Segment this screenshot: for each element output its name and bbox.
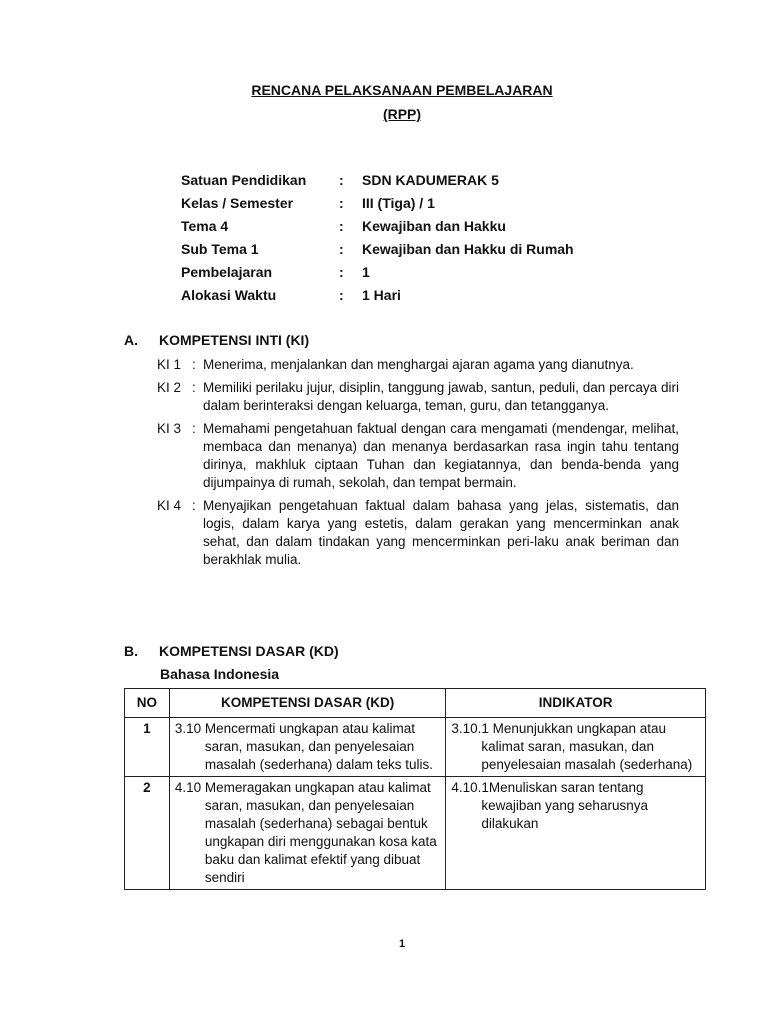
ki-code: KI 4 xyxy=(157,498,182,513)
column-header-indikator: INDIKATOR xyxy=(446,689,706,718)
ki-code: KI 1 xyxy=(157,357,182,372)
row-number: 2 xyxy=(125,777,170,890)
meta-colon: : xyxy=(339,218,344,234)
document-subtitle: (RPP) xyxy=(382,106,422,122)
meta-label: Sub Tema 1 xyxy=(181,241,259,257)
section-letter: A. xyxy=(124,332,138,348)
page-number: 1 xyxy=(398,938,406,950)
table-header-row xyxy=(125,689,706,718)
table-row xyxy=(125,777,706,890)
kd-table xyxy=(124,688,706,890)
indikator-cell xyxy=(446,718,706,777)
meta-value: 1 Hari xyxy=(362,287,401,303)
ki-list xyxy=(157,356,679,574)
meta-label: Satuan Pendidikan xyxy=(181,172,307,188)
section-title: KOMPETENSI DASAR (KD) xyxy=(159,643,339,659)
kd-cell xyxy=(169,777,446,890)
subject-name: Bahasa Indonesia xyxy=(160,666,280,682)
meta-colon: : xyxy=(339,195,344,211)
meta-value: 1 xyxy=(362,264,370,280)
kd-text: 4.10 Memeragakan ungkapan atau kalimat saran, masukan, dan penyelesaian masalah (sederhana) sebagai bentuk ungkapan diri menggunakan kosa kata baku dan kalimat efektif yang dibuat sendiri xyxy=(174,780,437,885)
meta-label: Pembelajaran xyxy=(181,264,273,280)
column-header-no: NO xyxy=(125,689,170,718)
row-number: 1 xyxy=(125,718,170,777)
indikator-cell xyxy=(446,777,706,890)
ki-text: Menerima, menjalankan dan menghargai ajaran agama yang dianutnya. xyxy=(203,357,634,372)
meta-value: Kewajiban dan Hakku xyxy=(362,218,506,234)
ki-colon: : xyxy=(192,380,196,395)
ki-colon: : xyxy=(192,357,196,372)
meta-value: III (Tiga) / 1 xyxy=(362,195,435,211)
ki-item xyxy=(157,379,679,415)
ki-code: KI 3 xyxy=(157,421,182,436)
meta-label: Alokasi Waktu xyxy=(181,287,277,303)
ki-code: KI 2 xyxy=(157,380,182,395)
meta-label: Kelas / Semester xyxy=(181,195,294,211)
section-title: KOMPETENSI INTI (KI) xyxy=(159,332,310,348)
ki-text: Memiliki perilaku jujur, disiplin, tanggung jawab, santun, peduli, dan percaya diri dalam berinteraksi dengan keluarga, teman, guru, dan tetangganya. xyxy=(203,380,679,413)
ki-item xyxy=(157,356,679,374)
meta-colon: : xyxy=(339,264,344,280)
ki-item xyxy=(157,420,679,492)
kd-cell xyxy=(169,718,446,777)
meta-value: Kewajiban dan Hakku di Rumah xyxy=(362,241,574,257)
table-row xyxy=(125,718,706,777)
indikator-text: 4.10.1Menuliskan saran tentang kewajiban yang seharusnya dilakukan xyxy=(451,780,648,831)
meta-label: Tema 4 xyxy=(181,218,229,234)
meta-value: SDN KADUMERAK 5 xyxy=(362,172,499,188)
ki-text: Menyajikan pengetahuan faktual dalam bahasa yang jelas, sistematis, dan logis, dalam karya yang estetis, dalam gerakan yang mencerminkan anak sehat, dan dalam tindakan yang mencerminkan peri-laku anak beriman dan berakhlak mulia. xyxy=(203,498,679,567)
ki-item xyxy=(157,497,679,569)
kd-text: 3.10 Mencermati ungkapan atau kalimat saran, masukan, dan penyelesaian masalah (sederhana) dalam teks tulis. xyxy=(174,721,433,772)
section-letter: B. xyxy=(124,643,138,659)
ki-text: Memahami pengetahuan faktual dengan cara mengamati (mendengar, melihat, membaca dan menanya) dan menanya berdasarkan rasa ingin tahu tentang dirinya, makhluk ciptaan Tuhan dan kegiatannya, dan benda-benda yang dijumpainya di rumah, sekolah, dan tempat bermain. xyxy=(203,421,679,490)
ki-colon: : xyxy=(192,498,196,513)
meta-colon: : xyxy=(339,241,344,257)
column-header-kd: KOMPETENSI DASAR (KD) xyxy=(169,689,446,718)
meta-colon: : xyxy=(339,287,344,303)
document-title: RENCANA PELAKSANAAN PEMBELAJARAN xyxy=(251,82,553,98)
indikator-text: 3.10.1 Menunjukkan ungkapan atau kalimat saran, masukan, dan penyelesaian masalah (sederhana) xyxy=(451,721,693,772)
ki-colon: : xyxy=(192,421,196,436)
meta-colon: : xyxy=(339,172,344,188)
